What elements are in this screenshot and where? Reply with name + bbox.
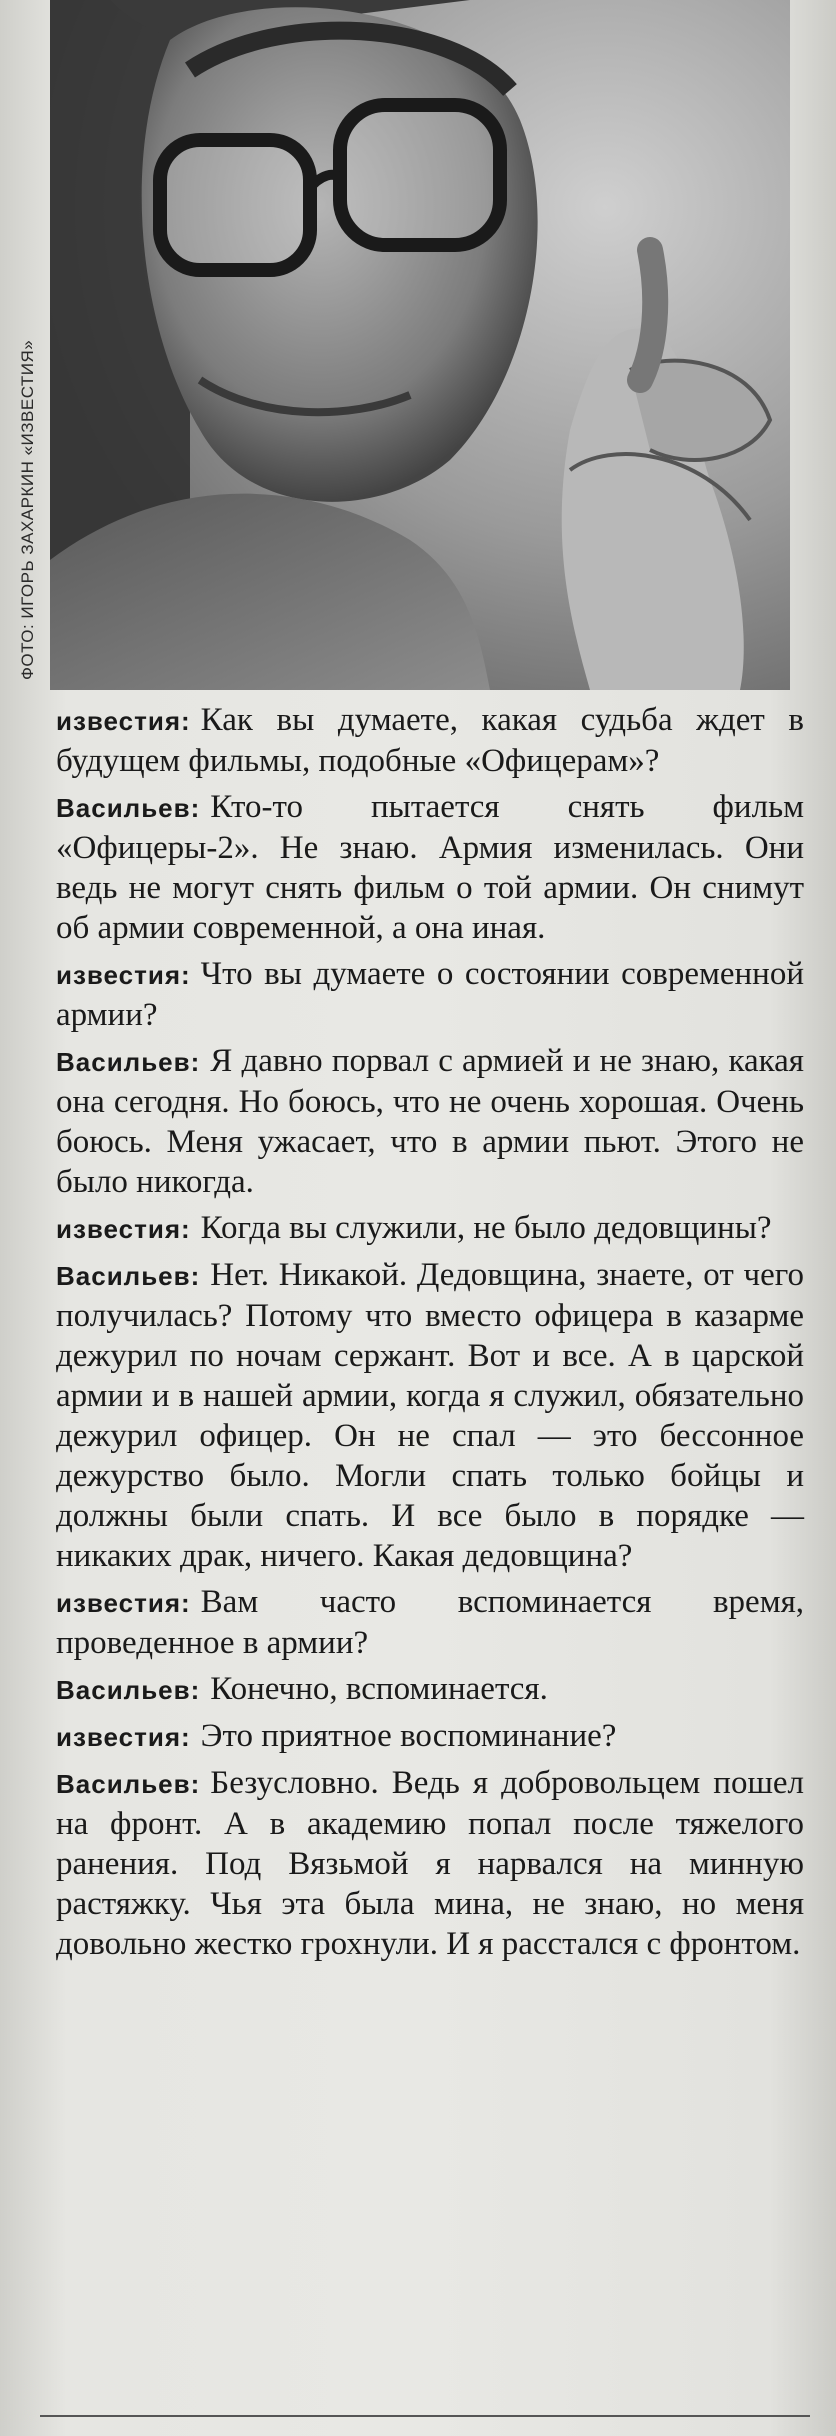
speaker-label: известия: [56,960,191,990]
interview-item [56,1255,804,1576]
interview-text-line: Нет. Никакой. Дедовщина, знаете, от чего получилась? Потому что вместо офицера в казарме дежурил по ночам сержант. Вот и все. А в царской армии и в нашей армии, когда я служил, обязательно дежурил офицер. Он не спал — это бессонное дежурство было. Могли спать только бойцы и должны были спать. И все было в порядке — никаких драк, ничего. Какая дедовщина? [56,1257,804,1574]
speaker-label: Васильев: [56,1261,201,1291]
interview-item [56,1716,804,1757]
interview-text-line: Конечно, вспоминается. [210,1671,548,1707]
interview-text-line: Вам часто вспоминается время, проведенное в армии? [56,1584,804,1661]
interview-text-line: Что вы думаете о состоянии современной армии? [56,956,804,1033]
speaker-label: Васильев: [56,793,201,823]
speaker-label: Васильев: [56,1769,201,1799]
interview-item [56,1582,804,1663]
bottom-rule [40,2415,810,2417]
interview-item [56,1763,804,1964]
portrait-photo [50,0,790,690]
interview-text-line: Это приятное воспоминание? [200,1718,617,1754]
interview-text-line: Кто-то пытается снять фильм «Офицеры-2». Не знаю. Армия изменилась. Они ведь не могут снять фильм о той армии. Он снимут об армии современной, а она иная. [56,789,804,946]
interview-text [56,700,804,1970]
interview-item [56,954,804,1035]
interview-text-line: Как вы думаете, какая судьба ждет в будущем фильмы, подобные «Офицерам»? [56,702,804,779]
interview-item [56,1041,804,1202]
speaker-label: Васильев: [56,1675,201,1705]
interview-item [56,1208,804,1249]
photo-credit: ФОТО: ИГОРЬ ЗАХАРКИН «ИЗВЕСТИЯ» [18,339,37,680]
speaker-label: известия: [56,1588,191,1618]
speaker-label: известия: [56,706,191,736]
interview-item [56,1669,804,1710]
interview-text-line: Когда вы служили, не было дедовщины? [200,1210,772,1246]
interview-item [56,787,804,948]
interview-text-line: Безусловно. Ведь я добровольцем пошел на фронт. А в академию попал после тяжелого ранения. Под Вязьмой я нарвался на минную растяжку. Чья эта была мина, не знаю, но меня довольно жестко грохнули. И я расстался с фронтом. [56,1765,804,1962]
speaker-label: известия: [56,1722,191,1752]
speaker-label: Васильев: [56,1047,201,1077]
portrait-image [50,0,790,690]
speaker-label: известия: [56,1214,191,1244]
interview-item [56,700,804,781]
interview-text-line: Я давно порвал с армией и не знаю, какая она сегодня. Но боюсь, что не очень хорошая. Очень боюсь. Меня ужасает, что в армии пьют. Этого не было никогда. [56,1043,804,1200]
